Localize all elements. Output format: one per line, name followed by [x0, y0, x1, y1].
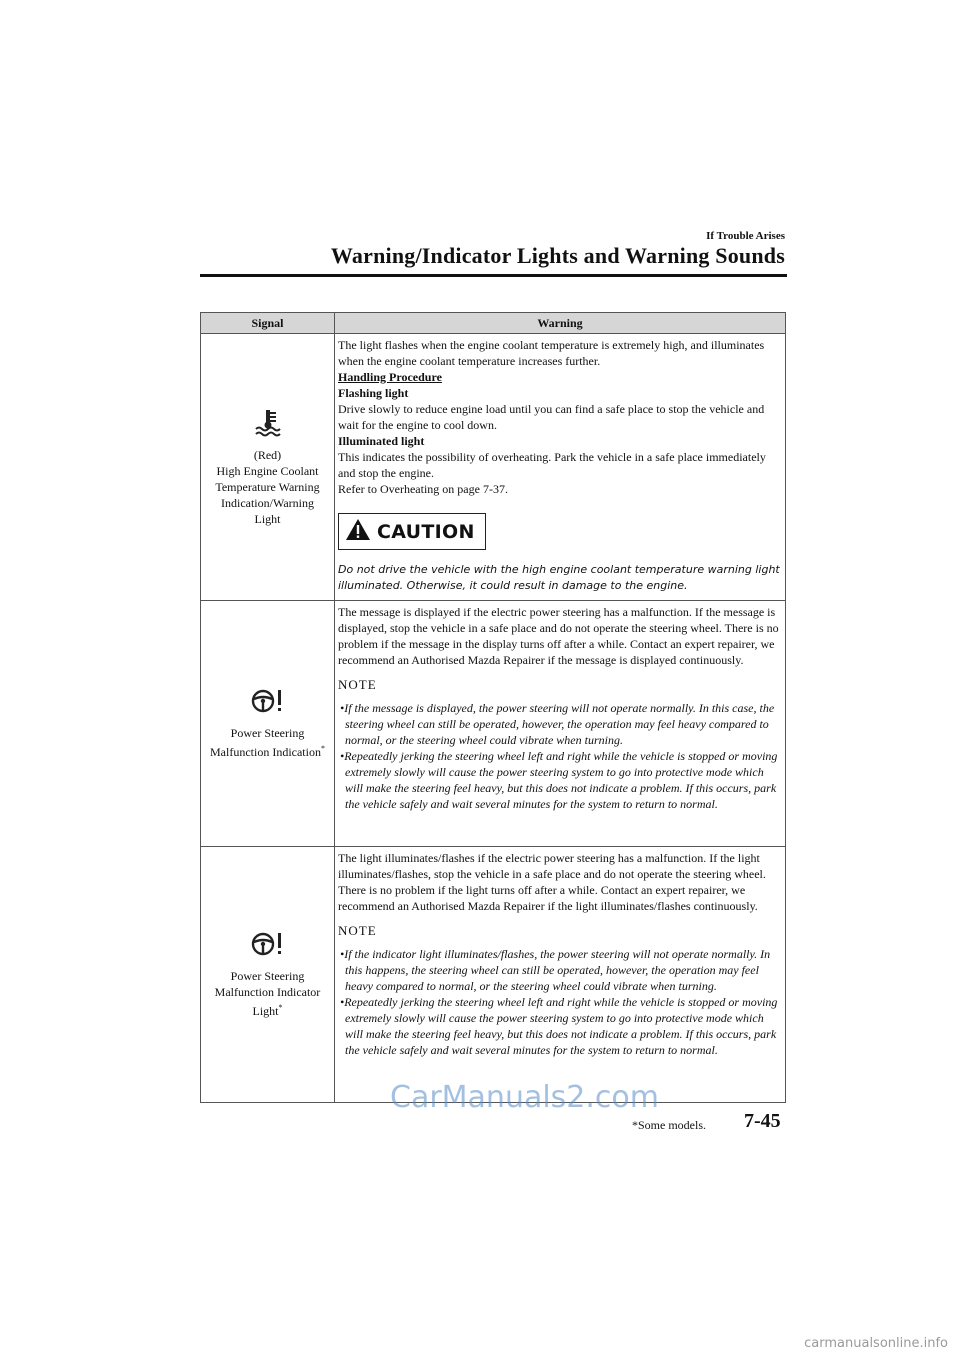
caution-label-box: [338, 513, 486, 550]
warning-triangle-icon: [345, 518, 371, 545]
header-signal: Signal: [201, 313, 335, 334]
page-number: 7-45: [744, 1110, 781, 1132]
note-heading: NOTE: [338, 923, 377, 938]
table-row: [201, 334, 786, 601]
warning-intro: The light flashes when the engine coolant temperature is extremely high, and illuminates when the engine coolant temperature increases further.: [338, 338, 765, 368]
illuminated-light-heading: Illuminated light: [338, 434, 425, 448]
signal-name: Power Steering Malfunction Indicator Light*: [214, 969, 321, 1018]
warning-cell: [335, 601, 786, 847]
refer-text: Refer to Overheating on page 7-37.: [338, 482, 508, 496]
section-label: If Trouble Arises: [706, 230, 785, 242]
signal-color: (Red): [253, 448, 282, 462]
flashing-light-heading: Flashing light: [338, 386, 409, 400]
note-heading: NOTE: [338, 677, 377, 692]
signal-cell: [201, 334, 335, 601]
signal-name: Power Steering Malfunction Indication*: [210, 726, 325, 759]
footnote: *Some models.: [632, 1118, 706, 1132]
caution-text: Do not drive the vehicle with the high engine coolant temperature warning light illuminated. Otherwise, it could result in damage to the engine.: [338, 563, 780, 592]
warning-cell: [335, 847, 786, 1103]
power-steering-icon: [207, 930, 328, 962]
warning-table: [200, 312, 786, 1103]
coolant-temperature-icon: [207, 407, 328, 441]
warning-cell: [335, 334, 786, 601]
table-header-row: [201, 313, 786, 334]
flashing-light-text: Drive slowly to reduce engine load until you can find a safe place to stop the vehicle and wait for the engine to cool down.: [338, 402, 765, 432]
site-url: carmanualsonline.info: [804, 1336, 948, 1351]
header-warning: Warning: [335, 313, 786, 334]
note-item: •Repeatedly jerking the steering wheel left and right while the vehicle is stopped or moving extremely slowly will cause the power steering system to go into protective mode which will make the steering feel heavy, but this does not indicate a problem. If this occurs, park the vehicle safely and wait several minutes for the system to return to normal.: [340, 995, 778, 1057]
signal-cell: [201, 847, 335, 1103]
power-steering-icon: [207, 687, 328, 719]
signal-cell: [201, 601, 335, 847]
signal-name: High Engine Coolant Temperature Warning Indication/Warning Light: [215, 464, 320, 526]
watermark: CarManuals2.com: [390, 1080, 660, 1115]
note-item: •If the indicator light illuminates/flashes, the power steering will not operate normally. In this happens, the steering wheel can still be operated, however, the operation may feel heavy compared to normal, or the steering wheel could vibrate when turning.: [340, 947, 771, 993]
page-title: Warning/Indicator Lights and Warning Sounds: [330, 243, 785, 268]
warning-intro: The message is displayed if the electric power steering has a malfunction. If the message is displayed, stop the vehicle in a safe place and do not operate the steering wheel. There is no problem if the message in the display turns off after a while. Contact an expert repairer, we recommend an Authorised Mazda Repairer if the message is displayed continuously.: [338, 605, 779, 667]
title-rule: [200, 274, 787, 277]
note-item: •Repeatedly jerking the steering wheel left and right while the vehicle is stopped or moving extremely slowly will cause the power steering system to go into protective mode which will make the steering feel heavy, but this does not indicate a problem. If this occurs, park the vehicle safely and wait several minutes for the system to return to normal.: [340, 749, 778, 811]
note-item: •If the message is displayed, the power steering will not operate normally. In this case, the steering wheel can still be operated, however, the operation may feel heavy compared to normal, or the steering wheel could vibrate when turning.: [340, 701, 775, 747]
illuminated-light-text: This indicates the possibility of overheating. Park the vehicle in a safe place immediately and stop the engine.: [338, 450, 766, 480]
table-row: [201, 847, 786, 1103]
handling-procedure-heading: Handling Procedure: [338, 370, 442, 384]
caution-label: CAUTION: [377, 520, 475, 543]
warning-intro: The light illuminates/flashes if the electric power steering has a malfunction. If the light illuminates/flashes, stop the vehicle in a safe place and do not operate the steering wheel. There is no problem if the light turns off after a while. Contact an expert repairer, we recommend an Authorised Mazda Repairer if the light illuminates/flashes continuously.: [338, 851, 766, 913]
table-row: [201, 601, 786, 847]
